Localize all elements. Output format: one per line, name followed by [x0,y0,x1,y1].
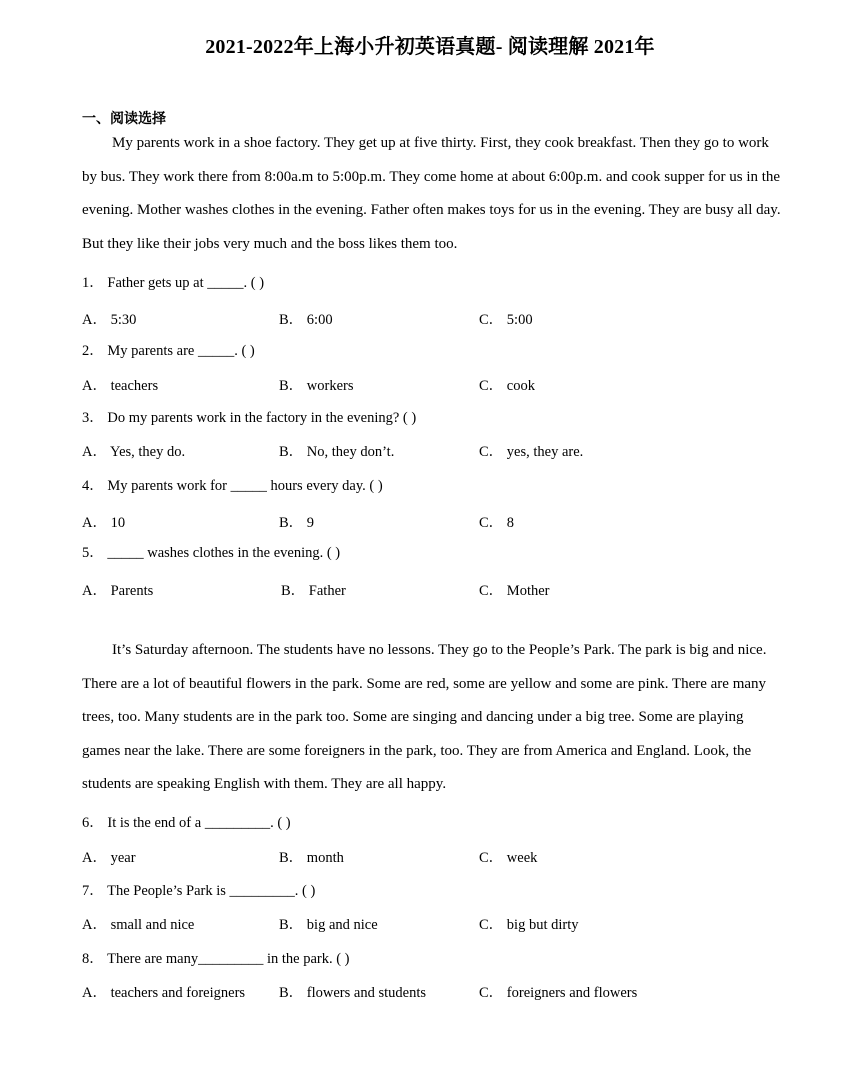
option-2b: B． workers [279,378,354,394]
option-4c: C． 8 [479,515,515,531]
option-5a: A． Parents [82,583,154,599]
question-2: 2． My parents are _____. ( ) [82,343,255,359]
question-6: 6． It is the end of a _________. ( ) [82,815,291,831]
passage-1: My parents work in a shoe factory. They get up at five thirty. First, they cook breakfast. Then they go to work by bus. They work there from 8:00a.m to 5:00p.m. They come home at about 6:00p.m. and cook supper for us in the evening. Mother washes clothes in the evening. Father often makes toys for us in the evening. They are busy all day. But they like their jobs very much and the boss likes them too. [82,135,781,252]
option-7c: C． big but dirty [479,917,579,933]
option-5b: B． Father [281,583,346,599]
option-8c: C． foreigners and flowers [479,985,638,1001]
option-5c: C． Mother [479,583,550,599]
question-5: 5． _____ washes clothes in the evening. ( ) [82,545,341,561]
option-8b: B． flowers and students [279,985,426,1001]
option-7b: B． big and nice [279,917,378,933]
passage-2: It’s Saturday afternoon. The students have no lessons. They go to the People’s Park. The park is big and nice. There are a lot of beautiful flowers in the park. Some are red, some are yellow and some are pink. There are many trees, too. Many students are in the park too. Some are singing and dancing under a big tree. Some are playing games near the lake. There are some foreigners in the park, too. They are from America and England. Look, the students are speaking English with them. They are all happy. [82,642,767,792]
option-7a: A． small and nice [82,917,195,933]
option-3b: B． No, they don’t. [279,444,395,460]
option-2c: C． cook [479,378,535,394]
question-7: 7． The People’s Park is _________. ( ) [82,883,316,899]
option-1c: C． 5:00 [479,312,533,328]
option-4b: B． 9 [279,515,315,531]
option-6c: C． week [479,850,538,866]
option-6b: B． month [279,850,344,866]
question-1: 1． Father gets up at _____. ( ) [82,275,265,291]
option-4a: A． 10 [82,515,126,531]
option-6a: A． year [82,850,136,866]
section-heading: 一、阅读选择 [82,111,166,127]
option-2a: A． teachers [82,378,159,394]
question-4: 4． My parents work for _____ hours every day. ( ) [82,478,383,494]
page-title: 2021-2022年上海小升初英语真题- 阅读理解 2021年 [205,36,655,58]
option-3c: C． yes, they are. [479,444,584,460]
question-3: 3． Do my parents work in the factory in the evening? ( ) [82,410,417,426]
option-8a: A． teachers and foreigners [82,985,246,1001]
option-1a: A． 5:30 [82,312,137,328]
option-3a: A． Yes, they do. [82,444,186,460]
question-8: 8． There are many_________ in the park. ( ) [82,951,350,967]
option-1b: B． 6:00 [279,312,333,328]
